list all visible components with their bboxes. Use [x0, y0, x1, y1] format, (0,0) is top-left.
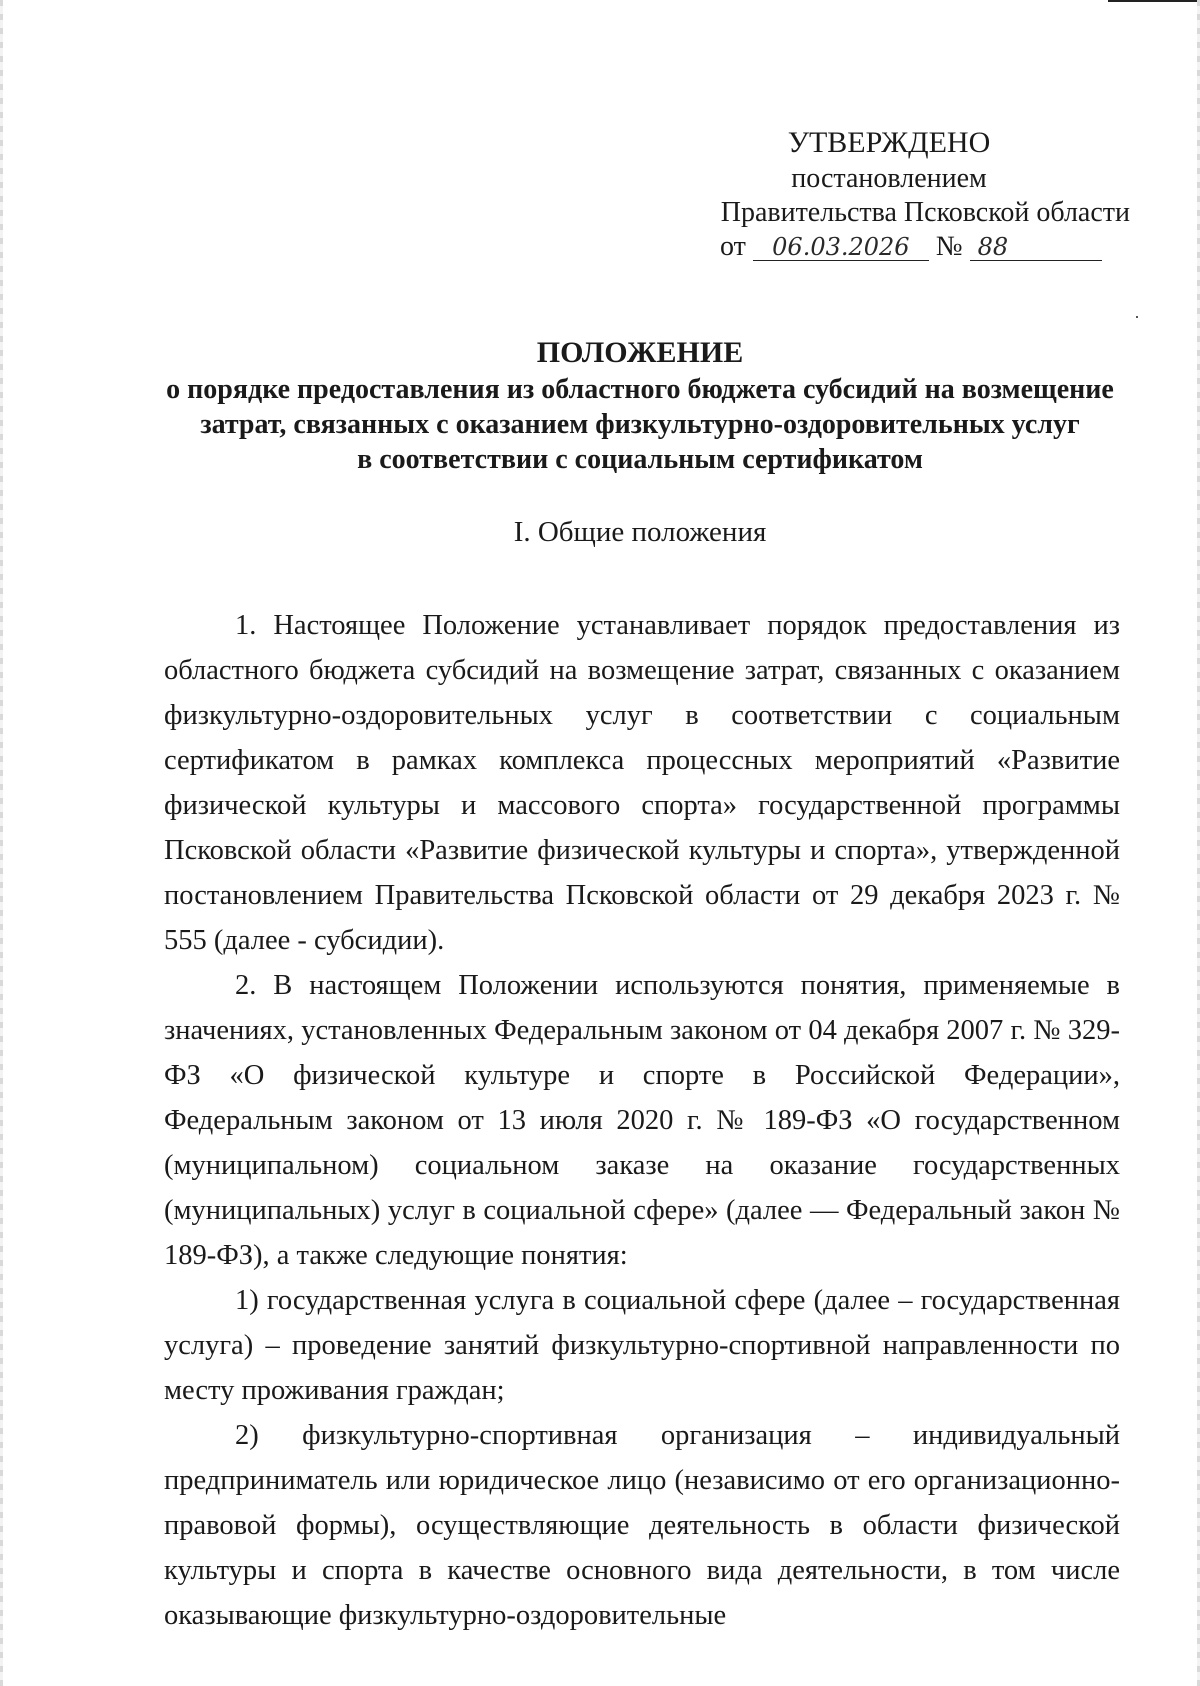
scan-left-edge [0, 0, 3, 1686]
title-line-2: затрат, связанных с оказанием физкультурно-оздоровительных услуг [200, 409, 1080, 440]
approval-block [690, 124, 1130, 264]
scan-speck [1136, 316, 1138, 318]
paragraph-4: 2) физкультурно-спортивная организация – индивидуальный предприниматель или юридическое лицо (независимо от его организационно-правовой формы), осуществляющие деятельность в области физической культуры и спорта в качестве основного вида деятельности, в том числе оказывающие физкультурно-оздоровительные [164, 1420, 1120, 1631]
paragraph-3: 1) государственная услуга в социальной сфере (далее – государственная услуга) – проведение занятий физкультурно-спортивной направленности по месту проживания граждан; [164, 1285, 1120, 1406]
paragraph-1: 1. Настоящее Положение устанавливает порядок предоставления из областного бюджета субсидий на возмещение затрат, связанных с оказанием физкультурно-оздоровительных услуг в соответствии с социальным сертификатом в рамках комплекса процессных мероприятий «Развитие физической культуры и массового спорта» государственной программы Псковской области «Развитие физической культуры и спорта», утвержденной постановлением Правительства Псковской области от 29 декабря 2023 г. № 555 (далее - субсидии). [164, 610, 1120, 956]
approval-date-line [720, 230, 1130, 264]
document-title [160, 334, 1120, 477]
approval-date: 06.03.2026 [753, 234, 929, 261]
paragraph-2: 2. В настоящем Положении используются понятия, применяемые в значениях, установленных Федеральным законом от 04 декабря 2007 г. № 329-ФЗ «О физической культуре и спорте в Российской Федерации», Федеральным законом от 13 июля 2020 г. № 189-ФЗ «О государственном (муниципальном) социальном заказе на оказание государственных (муниципальных) услуг в социальной сфере» (далее — Федеральный закон № 189-ФЗ), а также следующие понятия: [164, 970, 1120, 1271]
title-line-1: о порядке предоставления из областного бюджета субсидий на возмещение [166, 374, 1114, 405]
date-prefix: от [720, 231, 746, 262]
title-line-3: в соответствии с социальным сертификатом [357, 444, 923, 475]
approval-stamp: УТВЕРЖДЕНО [787, 126, 991, 159]
approval-number: 88 [970, 234, 1102, 261]
document-body [164, 603, 1120, 1638]
number-prefix: № [935, 231, 963, 262]
scan-top-rule [1108, 0, 1200, 2]
approval-authority: Правительства Псковской области [720, 197, 1130, 228]
section-heading: I. Общие положения [513, 516, 767, 548]
title-main: ПОЛОЖЕНИЕ [536, 336, 744, 369]
approval-by: постановлением [791, 163, 987, 194]
